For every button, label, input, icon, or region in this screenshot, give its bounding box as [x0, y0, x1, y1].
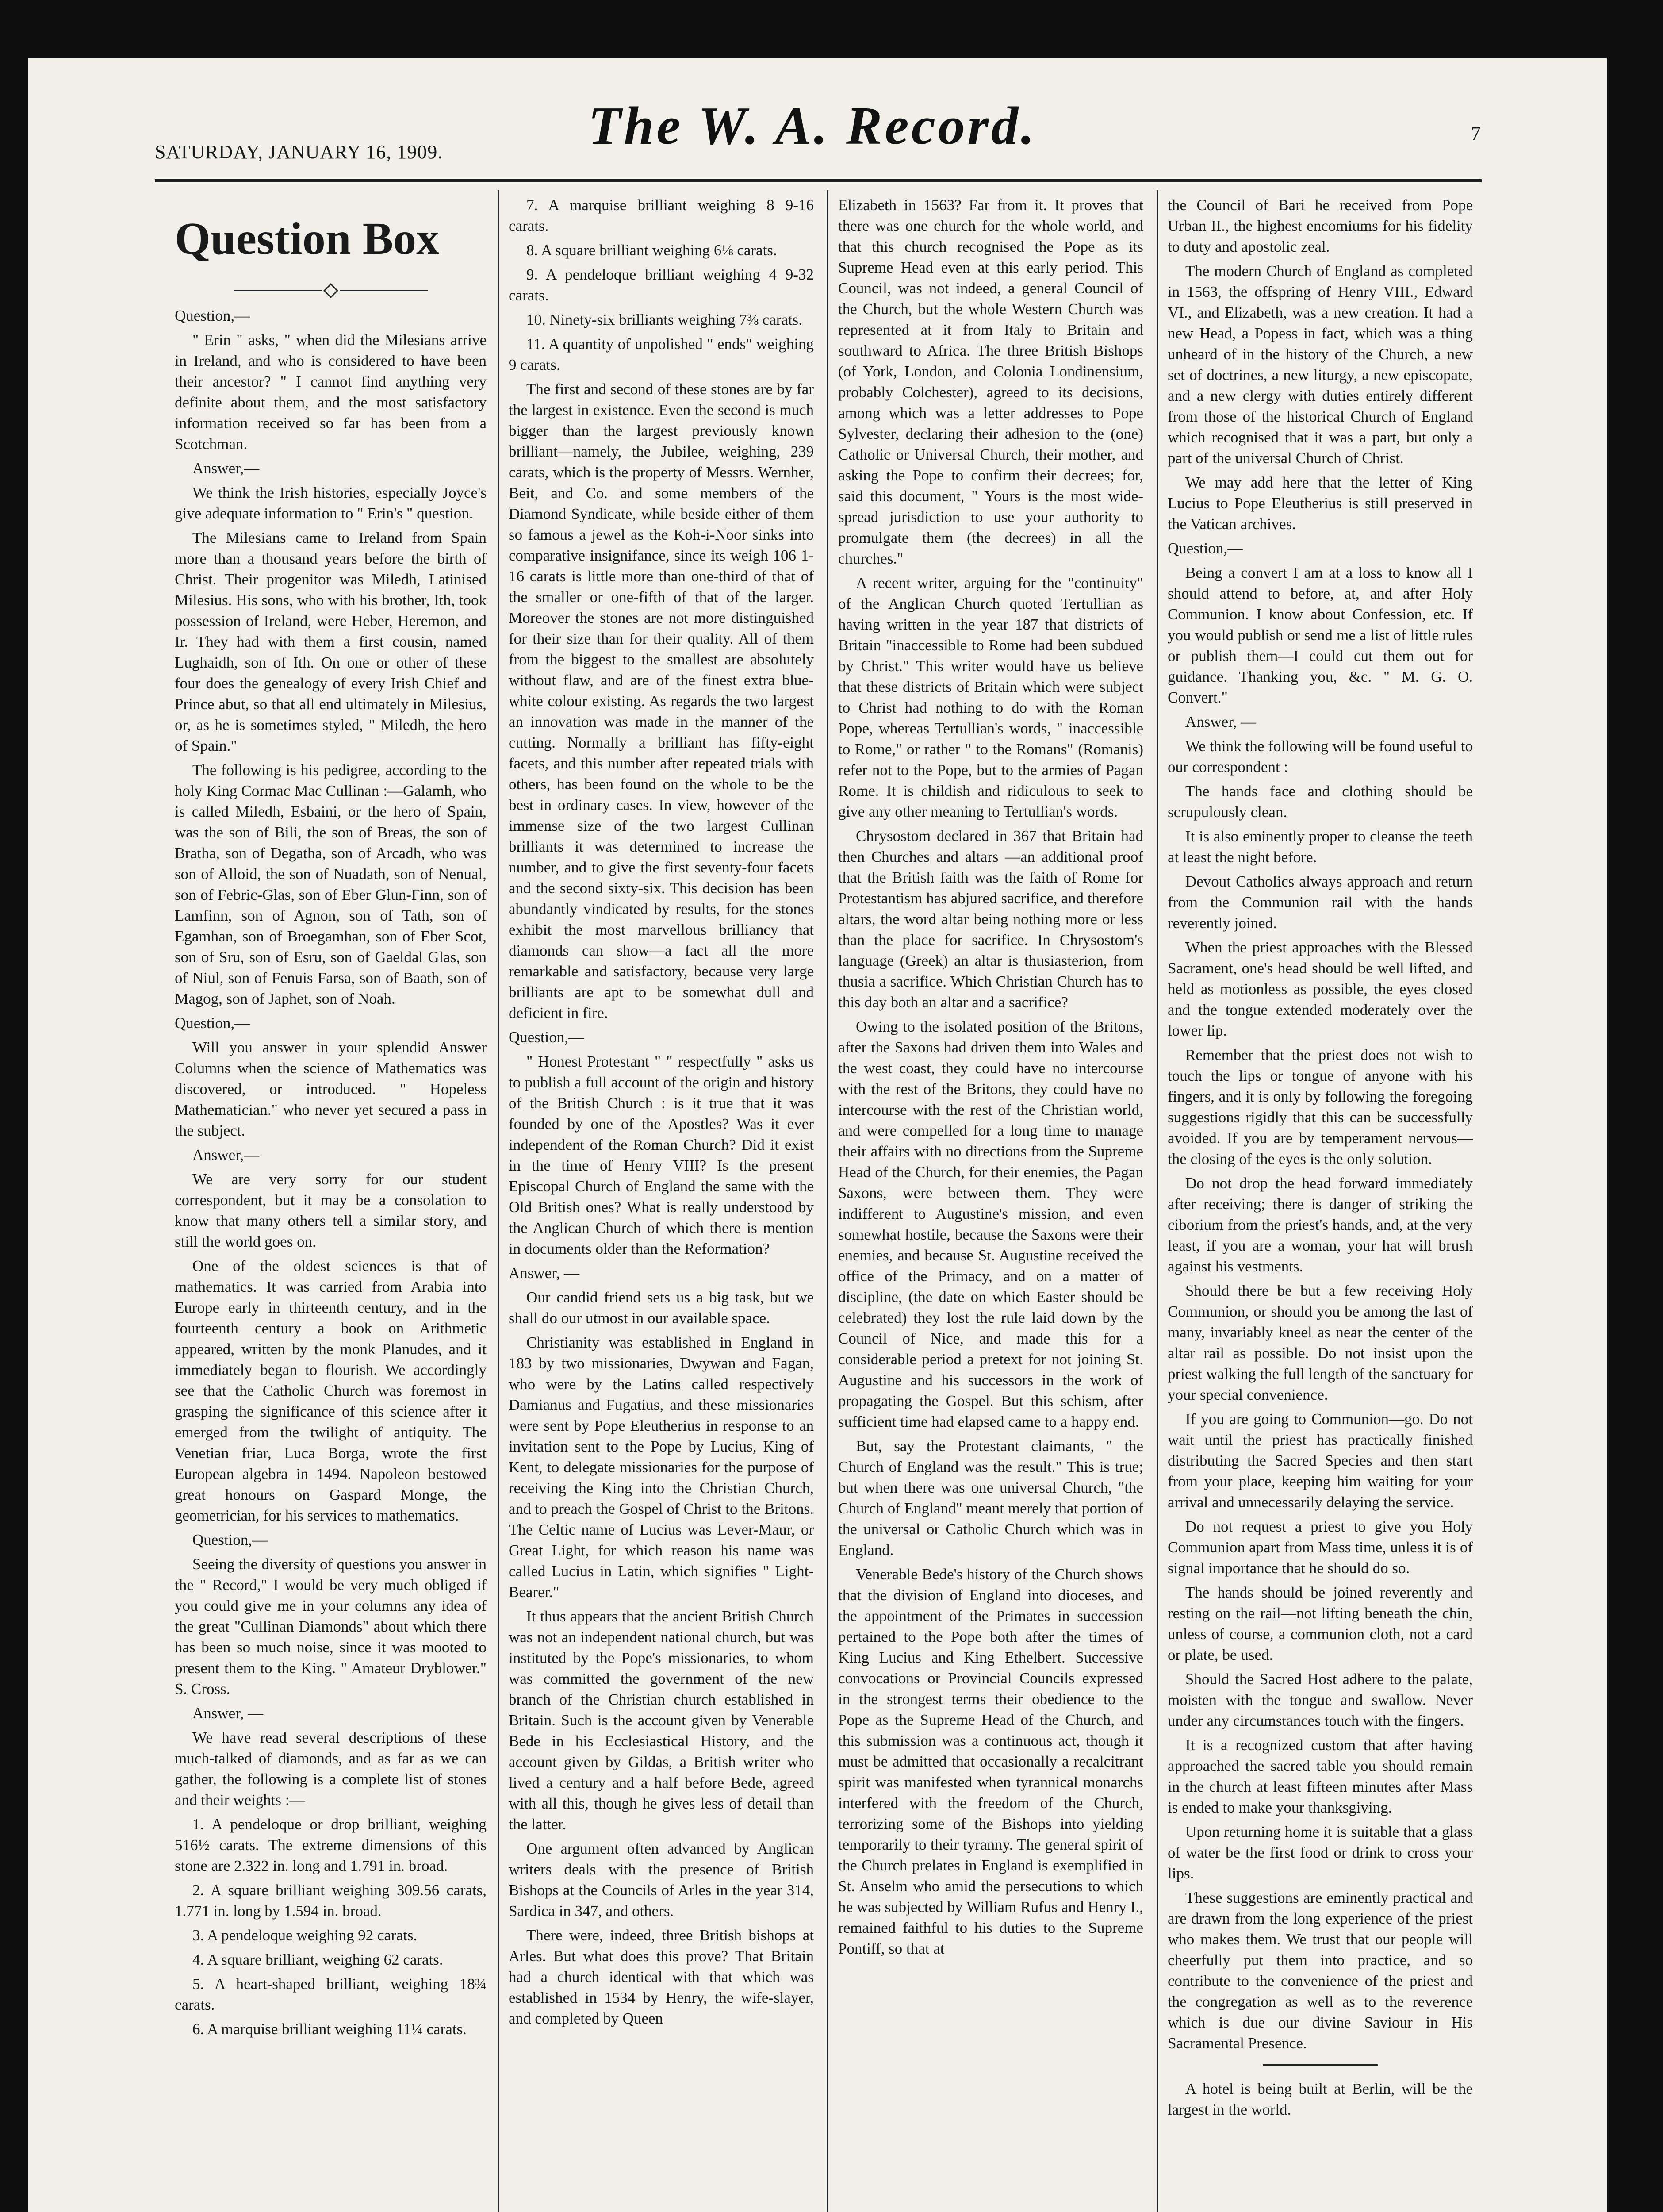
paragraph: We have read several descriptions of these much-talked of diamonds, and as far as we can gather, the following is a complete list of stones and their weights :— — [175, 1729, 487, 1809]
paragraph: Do not request a priest to give you Holy Communion apart from Mass time, unless it is of signal importance that he should do so. — [1168, 1518, 1473, 1577]
paragraph: We are very sorry for our student correspondent, but it may be a consolation to know that many others tell a similar story, and still the world goes on. — [175, 1171, 487, 1250]
column-1 — [175, 195, 487, 2212]
masthead-rule — [155, 179, 1482, 182]
paragraph: A recent writer, arguing for the "continuity" of the Anglican Church quoted Tertullian as having written in the year 187 that districts of Britain "inaccessible to Rome had been subdued by Christ." This writer would have us believe that these districts of Britain which were subject to Christ had nothing to do with the Roman Pope, whereas Tertullian's words, " inaccessible to Rome," or rather " to the Romans" (Romanis) refer not to the Pope, but to the armies of Pagan Rome. It is childish and ridiculous to seek to give any other meaning to Tertullian's words. — [838, 574, 1143, 820]
paragraph: A hotel is being built at Berlin, will be the largest in the world. — [1168, 2080, 1473, 2118]
list-item: 11. A quantity of unpolished " ends" weighing 9 carats. — [509, 335, 814, 373]
paragraph: If you are going to Communion—go. Do not wait until the priest has practically finished distributing the Sacred Species and then start from your place, keeping him waiting for your arrival and unnecessarily delaying the service. — [1168, 1410, 1473, 1511]
paragraph: It thus appears that the ancient British Church was not an independent national church, but was instituted by the Pope's missionaries, to whom was committed the government of the new branch of the Christian church established in Britain. Such is the account given by Venerable Bede in his Ecclesiastical History, and the account given by Gildas, a British writer who lived a century and a half before Bede, agreed with all this, though he gives less of detail than the latter. — [509, 1608, 814, 1833]
paragraph: The hands should be joined reverently and resting on the rail—not lifting beneath the chin, unless of course, a communion cloth, not a card or plate, be used. — [1168, 1584, 1473, 1663]
paragraph: It is also eminently proper to cleanse the teeth at least the night before. — [1168, 828, 1473, 866]
paragraph: Seeing the diversity of questions you answer in the " Record," I would be very much obliged if you could give me in your columns any idea of the great "Cullinan Diamonds" about which there has been so much noise, since it was mooted to present them to the King. " Amateur Dryblower." S. Cross. — [175, 1555, 487, 1697]
list-item: 7. A marquise brilliant weighing 8 9-16 carats. — [509, 196, 814, 234]
article-end-rule — [1263, 2064, 1378, 2066]
paragraph: Chrysostom declared in 367 that Britain had then Churches and altars —an additional proof that the British faith was the faith of Rome for Protestantism has abjured sacrifice, and therefore altars, the word altar being nothing more or less than the place for sacrifice. In Chrysostom's language (Greek) an altar is thusiasterion, from thusia a sacrifice. Which Christian Church has to this day both an altar and a sacrifice? — [838, 827, 1143, 1011]
column-4 — [1168, 195, 1473, 2212]
list-item: 3. A pendeloque weighing 92 carats. — [192, 1927, 418, 1944]
paragraph: Answer, — — [192, 1705, 263, 1722]
paragraph: There were, indeed, three British bishops at Arles. But what does this prove? That Britain had a church identical with that which was established in 1534 by Henry, the wife-slayer, and completed by Queen — [509, 1927, 814, 2027]
paragraph: Venerable Bede's history of the Church shows that the division of England into dioceses, and the appointment of the Primates in succession pertained to the Pope both after the times of King Lucius and King Ethelbert. Successive convocations or Provincial Councils expressed in the strongest terms their obedience to the Pope as the Supreme Head of the Church, and this submission was a continuous act, though it must be admitted that occasionally a recalcitrant spirit was manifested when tyrannical monarchs interfered with the freedom of the Church, terrorizing some of the Bishops into yielding temporarily to their tyranny. The general spirit of the Church prelates in England is exemplified in St. Anselm who amid the persecutions to which he was subjected by William Rufus and Henry I., remained faithful to his duties to the Supreme Pontiff, so that at — [838, 1566, 1143, 1957]
paragraph: Will you answer in your splendid Answer Columns when the science of Mathematics was discovered, or introduced. " Hopeless Mathematician." who never yet secured a pass in the subject. — [175, 1039, 487, 1139]
list-item: 5. A heart-shaped brilliant, weighing 18¾ carats. — [175, 1975, 487, 2013]
paragraph: The following is his pedigree, according to the holy King Cormac Mac Cullinan :—Galamh, who is called Miledh, Esbaini, or the hero of Spain, was the son of Bili, the son of Breas, the son of Bratha, son of Degatha, son of Arcadh, who was son of Alloid, the son of Nuadath, son of Nenual, son of Febric-Glas, son of Eber Glun-Finn, son of Lamfinn, son of Agnon, son of Tath, son of Egamhan, son of Broegamhan, son of Eber Scot, son of Sru, son of Esru, son of Gaeldal Glas, son of Niul, son of Fenuis Farsa, son of Baath, son of Magog, son of Japhet, son of Noah. — [175, 761, 487, 1007]
section-title: Question Box — [175, 213, 440, 264]
paragraph: The first and second of these stones are by far the largest in existence. Even the second is much bigger than the largest previously known brilliant—namely, the Jubilee, weighing, 239 carats, which is the property of Messrs. Wernher, Beit, and Co. and some members of the Diamond Syndicate, while beside either of them so famous a jewel as the Koh-i-Noor sinks into comparative insignifance, since its weigh 106 1-16 carats is little more than one-third of that of the smaller or one-fifth of that of the larger. Moreover the stones are not more distinguished for their size than for their quality. All of them from the biggest to the smallest are absolutely without flaw, and are of the finest extra blue-white colour existing. As regards the two largest an innovation was made in the manner of the cutting. Normally a brilliant has fifty-eight facets, and this number after repeated trials with others, has been found on the whole to be the best in ordinary cases. In view, however of the immense size of the two largest Cullinan brilliants it was determined to increase the number, and to give the first seventy-four facets and the second sixty-six. This decision has been abundantly vindicated by results, for the stones exhibit the most marvellous brilliancy that diamonds can show—a fact all the more remarkable and satisfactory, because very large brilliants are apt to be somewhat dull and deficient in fire. — [509, 380, 814, 1022]
paragraph: One argument often advanced by Anglican writers deals with the presence of British Bishops at the Councils of Arles in the year 314, Sardica in 347, and others. — [509, 1840, 814, 1920]
paragraph: We may add here that the letter of King Lucius to Pope Eleutherius is still preserved in the Vatican archives. — [1168, 474, 1473, 533]
paragraph: The modern Church of England as completed in 1563, the offspring of Henry VIII., Edward VI., and Elizabeth, was a new creation. It had a new Head, a Popess in fact, which was a thing unheard of in the history of the Church, a new set of doctrines, a new liturgy, a new episcopate, and a new clergy with duties entirely different from those of the historical Church of England which recognised that it was a part, but only a part of the universal Church of Christ. — [1168, 262, 1473, 467]
paragraph: Owing to the isolated position of the Britons, after the Saxons had driven them into Wales and the west coast, they could have no intercourse with the rest of the Britons, they could have no intercourse with the rest of the Christian world, and were compelled for a long time to manage their affairs with no directions from the Supreme Head of the Church, for their enemies, the Pagan Saxons, were between them. They were indifferent to Augustine's mission, and even somewhat hostile, because the Saxons were their enemies, and because St. Augustine received the office of the Primacy, and on a matter of discipline, (the date on which Easter should be celebrated) they lost the rule laid down by the Council of Nice, and made this for a considerable period a pretext for not joining St. Augustine and his successors in the work of propagating the Gospel. But this schism, after sufficient time had elapsed came to a happy end. — [838, 1018, 1143, 1430]
paragraph: Should there be but a few receiving Holy Communion, or should you be among the last of many, invariably kneel as near the center of the altar rail as possible. Do not insist upon the priest walking the full length of the sanctuary for your special convenience. — [1168, 1282, 1473, 1403]
paragraph: Devout Catholics always approach and return from the Communion rail with the hands reverently joined. — [1168, 873, 1473, 932]
paragraph: Upon returning home it is suitable that a glass of water be the first food or drink to cross your lips. — [1168, 1823, 1473, 1882]
masthead-title: The W. A. Record. — [588, 96, 1037, 156]
column-3 — [838, 195, 1143, 2212]
paragraph: Question,— — [175, 1014, 250, 1032]
paragraph: the Council of Bari he received from Pope Urban II., the highest encomiums for his fidelity to duty and apostolic zeal. — [1168, 196, 1473, 255]
paragraph: But, say the Protestant claimants, " the Church of England was the result." This is true; but when there was one universal Church, "the Church of England" meant merely that portion of the universal or Catholic Church which was in England. — [838, 1437, 1143, 1559]
paragraph: Being a convert I am at a loss to know all I should attend to before, at, and after Holy Communion. I know about Confession, etc. If you would publish or send me a list of little rules or publish them—I could cut them out for guidance. Thanking you, &c. " M. G. O. Convert." — [1168, 564, 1473, 706]
paragraph: Elizabeth in 1563? Far from it. It proves that there was one church for the whole world, and that this church recognised the Pope as its Supreme Head even at this early period. This Council, was not indeed, a general Council of the Church, but the whole Western Church was represented at it from Italy to Britain and southward to Africa. The three British Bishops (of York, London, and Colonia Londinensium, probably Colchester), agreed to its decisions, among which was a letter addresses to Pope Sylvester, declaring their adhesion to the (one) Catholic or Universal Church, their mother, and asking the Pope to confirm their decrees; for, said this document, " Yours is the most wide-spread jurisdiction to use your authority to promulgate them (the decrees) in all the churches." — [838, 196, 1143, 567]
paragraph: Question,— — [175, 307, 250, 324]
page-number: 7 — [1471, 122, 1481, 145]
paragraph: We think the following will be found useful to our correspondent : — [1168, 737, 1473, 776]
list-item: 6. A marquise brilliant weighing 11¼ carats. — [192, 2020, 467, 2038]
paragraph: Christianity was established in England in 183 by two missionaries, Dwywan and Fagan, who were by the Latins called respectively Damianus and Fugatius, and these missionaries were sent by Pope Eleutherius in response to an invitation sent to the Pope by Lucius, King of Kent, to delegate missionaries for the purpose of receiving the King into the Christian Church, and to preach the Gospel of Christ to the Britons. The Celtic name of Lucius was Lever-Maur, or Great Light, for which reason his name was called Lucius in Latin, which signifies " Light-Bearer." — [509, 1334, 814, 1601]
list-item: 1. A pendeloque or drop brilliant, weighing 516½ carats. The extreme dimensions of this stone are 2.322 in. long and 1.791 in. broad. — [175, 1816, 487, 1874]
column-rule — [1157, 190, 1158, 2212]
paragraph: Question,— — [1168, 540, 1243, 557]
column-2 — [509, 195, 814, 2212]
issue-date: SATURDAY, JANUARY 16, 1909. — [155, 141, 443, 163]
paragraph: It is a recognized custom that after having approached the sacred table you should remain in the church at least fifteen minutes after Mass is ended to make your thanksgiving. — [1168, 1736, 1473, 1816]
paragraph: Question,— — [192, 1531, 268, 1548]
paragraph: Answer,— — [192, 1146, 260, 1164]
paragraph: " Erin " asks, " when did the Milesians arrive in Ireland, and who is considered to have been their ancestor? " I cannot find anything very definite about them, and the most satisfactory information received so far has been from a Scotchman. — [175, 331, 487, 453]
paragraph: The hands face and clothing should be scrupulously clean. — [1168, 783, 1473, 821]
list-item: 4. A square brilliant, weighing 62 carats. — [192, 1951, 443, 1968]
paragraph: Remember that the priest does not wish to touch the lips or tongue of anyone with his fingers, and it is only by following the foregoing suggestions rigidly that this can be successfully avoided. If you are by temperament nervous—the closing of the eyes is the only solution. — [1168, 1046, 1473, 1167]
paragraph: The Milesians came to Ireland from Spain more than a thousand years before the birth of Christ. Their progenitor was Miledh, Latinised Milesius. His sons, who with his brother, Ith, took possession of Ireland, were Heber, Heremon, and Ir. They had with them a first cousin, named Lughaidh, son of Ith. On one or other of these four does the genealogy of every Irish Chief and Prince abut, so that all end ultimately in Milesius, or, as he is sometimes styled, " Miledh, the hero of Spain." — [175, 529, 487, 754]
column-rule — [498, 190, 499, 2212]
paragraph: These suggestions are eminently practical and are drawn from the long experience of the priest who makes them. We trust that our people will cheerfully put them into practice, and so contribute to the convenience of the priest and the congregation as well as to the reverence which is due our divine Saviour in His Sacramental Presence. — [1168, 1889, 1473, 2052]
list-item: 8. A square brilliant weighing 6⅛ carats. — [526, 242, 777, 259]
column-rule — [827, 190, 828, 2212]
paragraph: Answer,— — [192, 460, 260, 477]
paragraph: Do not drop the head forward immediately after receiving; there is danger of striking the ciborium from the priest's hands, and, at the very least, if you are a woman, your hat will brush against his vestments. — [1168, 1175, 1473, 1275]
title-flourish — [175, 279, 487, 292]
paragraph: Question,— — [509, 1029, 584, 1046]
paragraph: We think the Irish histories, especially Joyce's give adequate information to " Erin's " question. — [175, 484, 487, 522]
paragraph: When the priest approaches with the Blessed Sacrament, one's head should be well lifted, and held as motionless as possible, the eyes closed and the tongue extended moderately over the lower lip. — [1168, 939, 1473, 1039]
paragraph: Answer, — — [509, 1264, 579, 1282]
list-item: 10. Ninety-six brilliants weighing 7⅜ carats. — [526, 311, 803, 328]
paragraph: Answer, — — [1185, 713, 1256, 730]
paragraph: Should the Sacred Host adhere to the palate, moisten with the tongue and swallow. Never under any circumstances touch with the fingers. — [1168, 1671, 1473, 1729]
list-item: 9. A pendeloque brilliant weighing 4 9-32 carats. — [509, 266, 814, 304]
list-item: 2. A square brilliant weighing 309.56 carats, 1.771 in. long by 1.594 in. broad. — [175, 1882, 487, 1920]
paragraph: One of the oldest sciences is that of mathematics. It was carried from Arabia into Europe early in thirteenth century, and in the fourteenth century a book on Arithmetic appeared, written by the monk Planudes, and it immediately began to flourish. We accordingly see that the Catholic Church was foremost in grasping the significance of this science after it emerged from the twilight of antiquity. The Venetian friar, Luca Borga, wrote the first European algebra in 1494. Napoleon bestowed great honours on Gaspard Monge, the geometrician, for his services to mathematics. — [175, 1257, 487, 1524]
paragraph: Our candid friend sets us a big task, but we shall do our utmost in our available space. — [509, 1289, 814, 1327]
paragraph: " Honest Protestant " " respectfully " asks us to publish a full account of the origin and history of the British Church : is it true that it was founded by one of the Apostles? Was it ever independent of the Roman Church? Did it exist in the time of Henry VIII? Is the present Episcopal Church of England the same with the Old British ones? What is really understood by the Anglican Church of which there is mention in documents older than the Reformation? — [509, 1053, 814, 1257]
